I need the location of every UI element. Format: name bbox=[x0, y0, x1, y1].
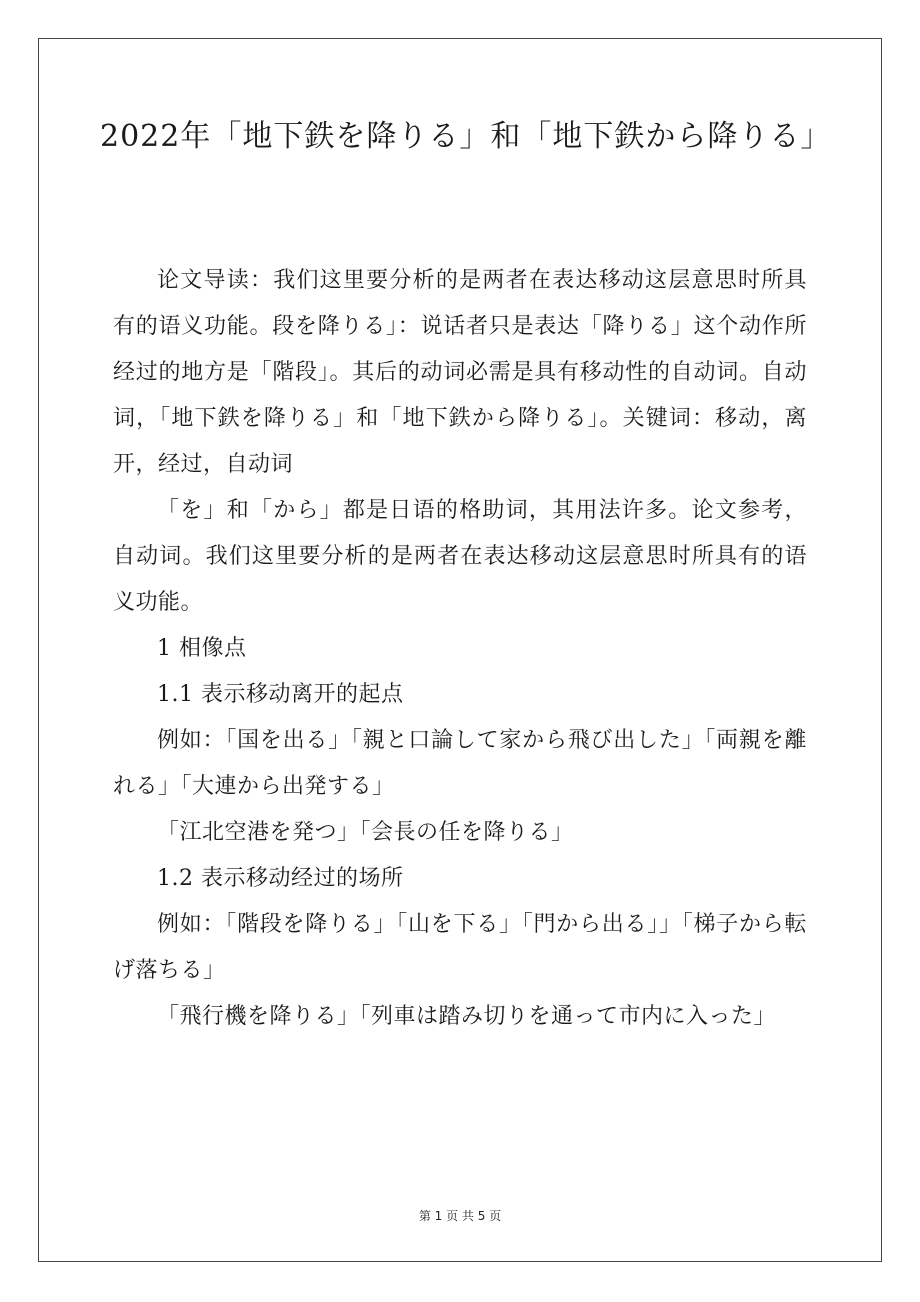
section-heading: 1 相像点 bbox=[157, 636, 247, 661]
paragraph-example: 例如：「階段を降りる」「山を下る」「門から出る」」「梯子から転げ落ちる」 bbox=[113, 912, 807, 983]
paragraph-abstract: 论文导读：我们这里要分析的是两者在表达移动这层意思时所具有的语义功能。段を降りる」：说话者只是表达「降りる」这个动作所经过的地方是「階段」。其后的动词必需是具有移动性的自动词。自动词，「地下鉄を降りる」和「地下鉄から降りる」。关键词：移动，离开，经过，自动词 bbox=[113, 268, 807, 477]
document-body bbox=[113, 258, 807, 1040]
paragraph-intro: 「を」和「から」都是日语的格助词，其用法许多。论文参考，自动词。我们这里要分析的是两者在表达移动这层意思时所具有的语义功能。 bbox=[113, 498, 807, 615]
paragraph-example: 「飛行機を降りる」「列車は踏み切りを通って市内に入った」 bbox=[157, 1004, 777, 1029]
subsection-heading: 1.1 表示移动离开的起点 bbox=[157, 682, 404, 707]
page-footer: 第 1 页 共 5 页 bbox=[418, 1209, 502, 1223]
paragraph-example: 「江北空港を発つ」「会長の任を降りる」 bbox=[157, 820, 574, 845]
document-title: 2022年「地下鉄を降りる」和「地下鉄から降りる」 bbox=[100, 119, 832, 154]
paragraph-example: 例如：「国を出る」「親と口論して家から飛び出した」「両親を離れる」「大連から出発する」 bbox=[113, 728, 807, 799]
subsection-heading: 1.2 表示移动经过的场所 bbox=[157, 866, 404, 891]
